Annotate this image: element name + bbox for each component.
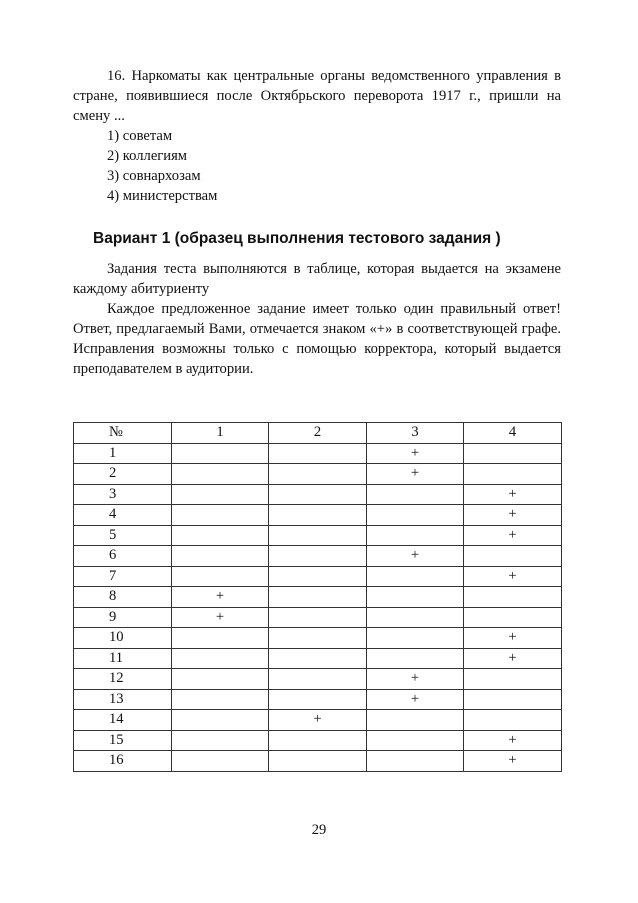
empty-cell xyxy=(269,648,367,669)
answer-mark: + xyxy=(172,587,269,608)
option-1: 1) советам xyxy=(107,128,173,144)
table-row xyxy=(74,607,562,628)
empty-cell xyxy=(269,443,367,464)
table-row xyxy=(74,751,562,772)
table-row xyxy=(74,546,562,567)
row-number: 7 xyxy=(74,566,172,587)
empty-cell xyxy=(367,628,464,649)
table-row xyxy=(74,525,562,546)
row-number: 2 xyxy=(74,464,172,485)
header-col-1: 1 xyxy=(172,423,269,444)
option-2: 2) коллегиям xyxy=(107,148,188,164)
table-row xyxy=(74,587,562,608)
empty-cell xyxy=(172,505,269,526)
empty-cell xyxy=(269,505,367,526)
empty-cell xyxy=(464,443,562,464)
row-number: 4 xyxy=(74,505,172,526)
page-content xyxy=(73,66,561,379)
empty-cell xyxy=(367,484,464,505)
answer-mark: + xyxy=(367,464,464,485)
empty-cell xyxy=(172,525,269,546)
answer-mark: + xyxy=(367,546,464,567)
answer-mark: + xyxy=(464,566,562,587)
table-row xyxy=(74,710,562,731)
empty-cell xyxy=(367,751,464,772)
row-number: 15 xyxy=(74,730,172,751)
row-number: 6 xyxy=(74,546,172,567)
row-number: 14 xyxy=(74,710,172,731)
empty-cell xyxy=(269,484,367,505)
answer-table xyxy=(73,422,562,772)
answer-mark: + xyxy=(172,607,269,628)
table-row xyxy=(74,628,562,649)
row-number: 10 xyxy=(74,628,172,649)
answer-mark: + xyxy=(464,628,562,649)
empty-cell xyxy=(172,751,269,772)
empty-cell xyxy=(172,566,269,587)
section-heading: Вариант 1 (образец выполнения тестового задания ) xyxy=(93,230,501,247)
empty-cell xyxy=(464,464,562,485)
row-number: 8 xyxy=(74,587,172,608)
table-row xyxy=(74,505,562,526)
answer-mark: + xyxy=(464,525,562,546)
answer-mark: + xyxy=(367,443,464,464)
empty-cell xyxy=(269,628,367,649)
empty-cell xyxy=(172,710,269,731)
header-col-2: 2 xyxy=(269,423,367,444)
empty-cell xyxy=(172,484,269,505)
answer-mark: + xyxy=(367,689,464,710)
empty-cell xyxy=(172,443,269,464)
row-number: 11 xyxy=(74,648,172,669)
empty-cell xyxy=(172,648,269,669)
empty-cell xyxy=(464,710,562,731)
empty-cell xyxy=(269,464,367,485)
answer-mark: + xyxy=(464,484,562,505)
row-number: 9 xyxy=(74,607,172,628)
table-row xyxy=(74,648,562,669)
row-number: 13 xyxy=(74,689,172,710)
empty-cell xyxy=(269,607,367,628)
empty-cell xyxy=(269,669,367,690)
answer-mark: + xyxy=(367,669,464,690)
page-number: 29 xyxy=(311,822,327,838)
empty-cell xyxy=(269,751,367,772)
empty-cell xyxy=(464,669,562,690)
answer-mark: + xyxy=(269,710,367,731)
table-row xyxy=(74,443,562,464)
empty-cell xyxy=(367,730,464,751)
answer-mark: + xyxy=(464,730,562,751)
empty-cell xyxy=(367,648,464,669)
instruction-paragraph-1: Задания теста выполняются в таблице, которая выдается на экзамене каждому абитуриенту xyxy=(73,261,561,297)
answer-mark: + xyxy=(464,648,562,669)
empty-cell xyxy=(172,464,269,485)
table-row xyxy=(74,669,562,690)
answer-options xyxy=(73,126,561,206)
empty-cell xyxy=(464,546,562,567)
empty-cell xyxy=(367,607,464,628)
empty-cell xyxy=(269,587,367,608)
instruction-paragraph-2: Каждое предложенное задание имеет только один правильный ответ! Ответ, предлагаемый Вами, отмечается знаком «+» в соответствующей графе. Исправления возможны только с помощью корректора, который выдается преподавателем в аудитории. xyxy=(73,301,561,377)
table-row xyxy=(74,566,562,587)
empty-cell xyxy=(464,607,562,628)
row-number: 1 xyxy=(74,443,172,464)
empty-cell xyxy=(269,730,367,751)
table-row xyxy=(74,730,562,751)
header-col-4: 4 xyxy=(464,423,562,444)
row-number: 5 xyxy=(74,525,172,546)
row-number: 16 xyxy=(74,751,172,772)
answer-table-body xyxy=(74,443,562,771)
empty-cell xyxy=(367,710,464,731)
empty-cell xyxy=(172,669,269,690)
answer-mark: + xyxy=(464,751,562,772)
empty-cell xyxy=(464,587,562,608)
header-col-3: 3 xyxy=(367,423,464,444)
empty-cell xyxy=(269,525,367,546)
empty-cell xyxy=(464,689,562,710)
table-row xyxy=(74,464,562,485)
table-header-row xyxy=(74,423,562,444)
option-3: 3) совнархозам xyxy=(107,168,201,184)
empty-cell xyxy=(269,689,367,710)
answer-mark: + xyxy=(464,505,562,526)
empty-cell xyxy=(269,546,367,567)
empty-cell xyxy=(269,566,367,587)
question-text: 16. Наркоматы как центральные органы ведомственного управления в стране, появившиеся после Октябрьского переворота 1917 г., пришли на смену ... xyxy=(73,68,561,124)
empty-cell xyxy=(172,546,269,567)
table-row xyxy=(74,484,562,505)
empty-cell xyxy=(367,505,464,526)
empty-cell xyxy=(172,628,269,649)
empty-cell xyxy=(172,730,269,751)
empty-cell xyxy=(367,566,464,587)
empty-cell xyxy=(367,525,464,546)
row-number: 3 xyxy=(74,484,172,505)
header-number: № xyxy=(74,423,172,444)
empty-cell xyxy=(172,689,269,710)
row-number: 12 xyxy=(74,669,172,690)
option-4: 4) министерствам xyxy=(107,188,218,204)
empty-cell xyxy=(367,587,464,608)
table-row xyxy=(74,689,562,710)
